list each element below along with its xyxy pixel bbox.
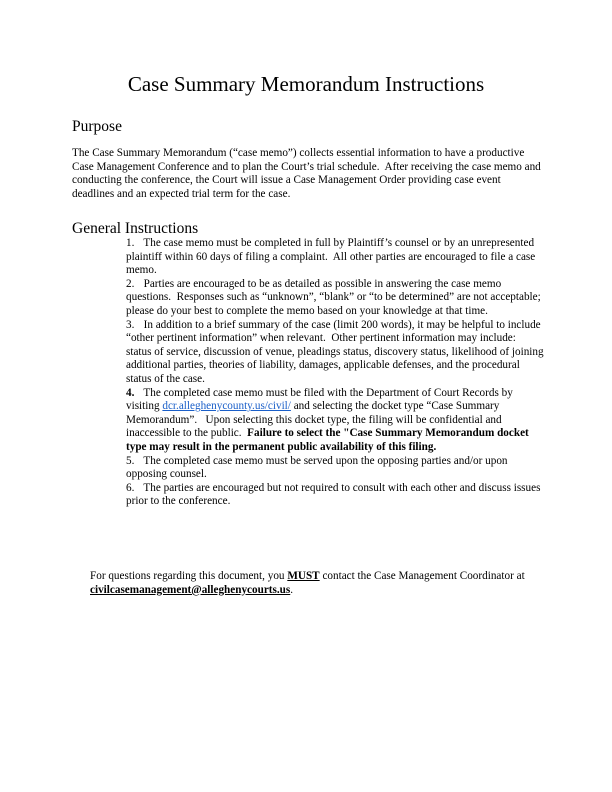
contact-text-middle: contact the Case Management Coordinator at [319,570,525,582]
item-text: Parties are encouraged to be as detailed as possible in answering the case memo questions. Responses such as “unknown”, “blank” or “to be determined” are not acceptable; please do your best to complete the memo based on your knowledge at that time. [126,277,541,317]
dcr-civil-link[interactable]: dcr.alleghenycounty.us/civil/ [162,400,291,413]
item-number: 6. [126,481,135,494]
item-text-before-link: The completed case memo must be filed with the Department of Court Records by visiting [126,386,513,413]
instruction-item-5 [126,455,544,482]
item-text: In addition to a brief summary of the case (limit 200 words), it may be helpful to include “other pertinent information” when relevant. Other pertinent information may include: status of service, discussion of venue, pleadings status, discovery status, likelihood of joining additional parties, theories of liability, damages, applicable defenses, and the procedural status of the case. [126,318,544,385]
must-emphasis: MUST [287,570,320,582]
purpose-paragraph: The Case Summary Memorandum (“case memo”) collects essential information to have a productive Case Management Conference and to plan the Court’s trial schedule. After receiving the case memo and conducting the conference, the Court will issue a Case Management Order providing case event deadlines and an expected trial term for the case. [72,147,541,200]
item-number: 2. [126,277,135,290]
contact-paragraph [90,570,530,597]
purpose-heading: Purpose [72,118,122,135]
instruction-item-1 [126,237,544,278]
instruction-item-6 [126,482,544,509]
item-text: The parties are encouraged but not required to consult with each other and discuss issues prior to the conference. [126,481,541,508]
item-text-after-link: and selecting the docket type “Case Summary Memorandum”. Upon selecting this docket type, the filing will be confidential and inaccessible to the public. [126,400,502,440]
item-number: 3. [126,318,135,331]
coordinator-email[interactable]: civilcasemanagement@alleghenycourts.us [90,583,291,596]
instructions-list [126,237,544,509]
instruction-item-2 [126,278,544,319]
document-title: Case Summary Memorandum Instructions [127,72,485,96]
contact-text-before: For questions regarding this document, you [90,570,288,582]
item-number: 1. [126,237,135,249]
confidentiality-warning: Failure to select the "Case Summary Memorandum docket type may result in the permanent public availability of this filing. [126,427,529,453]
instruction-item-3 [126,319,544,387]
item-number: 5. [126,454,135,467]
item-number: 4. [126,386,135,399]
contact-text-after: . [290,583,294,596]
general-instructions-heading: General Instructions [72,220,199,237]
item-text: The completed case memo must be served upon the opposing parties and/or upon opposing counsel. [126,454,508,481]
item-text: The case memo must be completed in full by Plaintiff’s counsel or by an unrepresented plaintiff within 60 days of filing a complaint. All other parties are encouraged to file a case memo. [126,237,536,277]
instruction-item-4 [126,387,544,455]
